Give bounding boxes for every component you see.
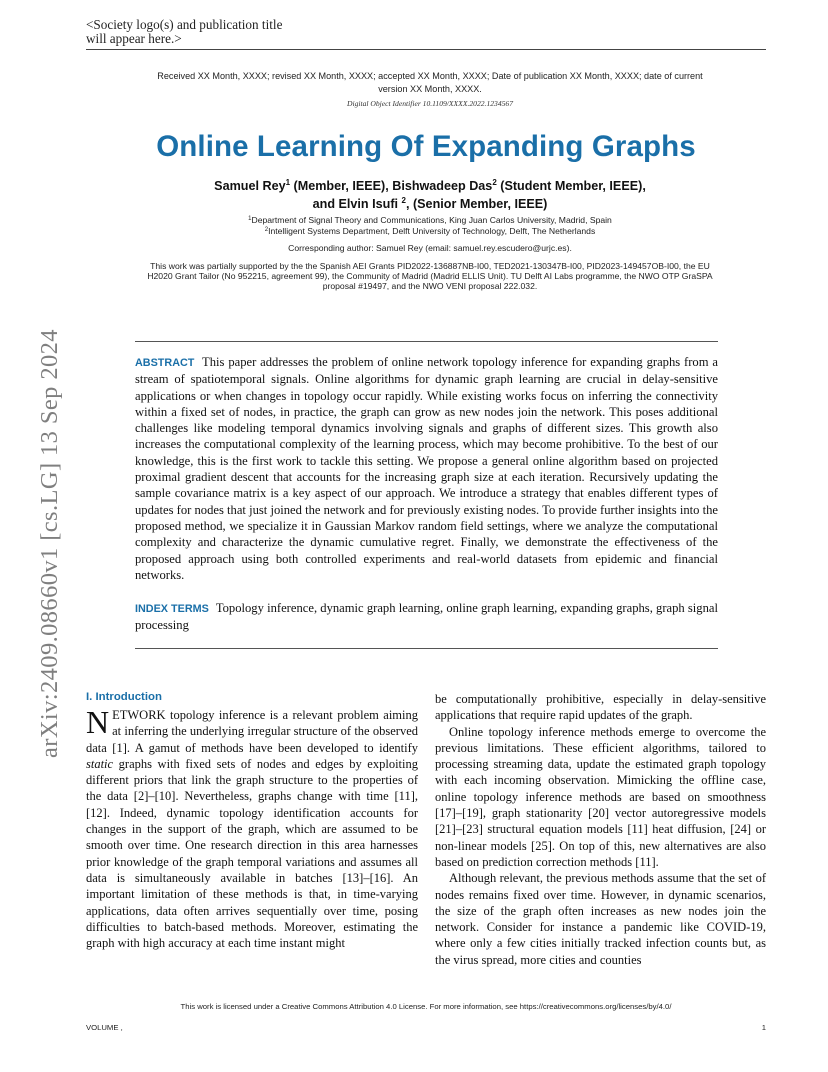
body-column-left xyxy=(86,704,418,951)
body-column-right xyxy=(435,691,766,968)
intro-paragraph xyxy=(86,704,418,951)
corresponding-author: Corresponding author: Samuel Rey (email: samuel.rey.escudero@urjc.es). xyxy=(288,243,572,253)
index-terms-text: Topology inference, dynamic graph learning, online graph learning, expanding graphs, graph signal processing xyxy=(135,601,718,633)
author-role: (Student Member, IEEE), xyxy=(496,179,646,193)
funding-note: This work was partially supported by the the Spanish AEI Grants PID2022-136887NB-I00, TED2021-130347B-I00, PID2023-149457OB-I00, the EU H2020 Grant Tailor (No 952215, agreement 99), the Community of Madrid (Madrid ELLIS Unit). TU Delft AI Labs programme, the NWO OTP GraSPA proposal #19497, and the NWO VENI proposal 222.032. xyxy=(147,261,713,292)
affiliation-number: 1 xyxy=(248,216,252,222)
license-note: This work is licensed under a Creative Commons Attribution 4.0 License. For more information, see https://creativecommons.org/licenses/by/4.0/ xyxy=(180,1002,672,1011)
drop-cap: N xyxy=(86,704,110,740)
author-affiliation-mark: 1 xyxy=(285,178,291,187)
author-affiliation-mark: 2 xyxy=(492,178,497,187)
section-heading: I. Introduction xyxy=(86,691,162,703)
index-terms-label: INDEX TERMS xyxy=(135,603,209,615)
author-name: Elvin Isufi xyxy=(338,196,402,211)
author-affiliation-mark: 2 xyxy=(401,195,406,205)
paragraph-text: ETWORK topology inference is a relevant problem aiming at inferring the underlying irregular structure of the observed data [1]. A gamut of methods have been developed to identify xyxy=(86,708,418,755)
author-role: (Member, IEEE), xyxy=(290,179,389,193)
author-name: Bishwadeep Das xyxy=(392,179,493,193)
index-terms xyxy=(135,600,718,634)
affiliations xyxy=(140,215,720,236)
society-logo-placeholder: <Society logo(s) and publication title will appear here.> xyxy=(86,17,283,46)
abstract-top-rule xyxy=(135,341,718,342)
paragraph: Online topology inference methods emerge to overcome the previous limitations. These efficient algorithms, tailored to processing streaming data, update the estimated graph topology with each incoming observation. Mimicking the offline case, online topology inference methods are based on smoothness [17]–[19], graph stationarity [20] vector autoregressive models [21]–[23] structural equation models [11] heat diffusion, [24] or non-linear models [25]. On top of this, new alternatives are also based on prediction correction methods [11]. xyxy=(435,724,766,869)
abstract-label: ABSTRACT xyxy=(135,357,195,369)
arxiv-side-stamp: arXiv:2409.08660v1 [cs.LG] 13 Sep 2024 xyxy=(36,329,63,758)
author-prefix: and xyxy=(312,196,339,211)
paragraph-text: graphs with fixed sets of nodes and edges by exploiting different priors that link the graph structure to the properties of the data [2]–[10]. Nevertheless, graphs change with time [11], [12]. Indeed, dynamic topology identification accounts for changes in the support of the graph, which are assumed to be smooth over time. One research direction in this area harnesses prior knowledge of the graph temporal variations and assumes all data is simultaneously available in batches [13]–[16]. An important limitation of these methods is that, in time-varying applications, data often arrives sequentially over time, posing difficulties to batch-based methods. Moreover, estimating the graph with high accuracy at each time instant might xyxy=(86,756,418,951)
abstract-text: This paper addresses the problem of online network topology inference for expanding graphs from a stream of spatiotemporal signals. Online algorithms for dynamic graph learning are crucial in delay-sensitive applications or when changes in topology occur rapidly. While existing works focus on inferring the connectivity within a fixed set of nodes, in practice, the graph can grow as new nodes join the network. This poses additional challenges like modeling temporal dynamics involving signals and graphs of different sizes. This growth also increases the computational complexity of the learning process, which may become prohibitive. To the best of our knowledge, this is the first work to tackle this setting. We propose a general online algorithm based on projected proximal gradient descent that accounts for the increasing graph size at each iteration. Recursively updating the sample covariance matrix is a key aspect of our approach. We introduce a strategy that enables different types of updates for nodes that just joined the network and for previously existing nodes. To provide further insights into the proposed method, we specialize it in Gaussian Markov random field settings, where we analyze the computational complexity and characterize the dynamic cumulative regret. Finally, we demonstrate the effectiveness of the proposed approach using both controlled experiments and real-world datasets from epidemic and financial networks. xyxy=(135,355,718,582)
header-rule xyxy=(86,49,766,50)
affiliation-number: 2 xyxy=(264,226,269,233)
page-number: 1 xyxy=(761,1023,766,1032)
received-dates: Received XX Month, XXXX; revised XX Month, XXXX; accepted XX Month, XXXX; Date of publication XX Month, XXXX; date of current version XX Month, XXXX. xyxy=(157,71,703,94)
affiliation-text: Intelligent Systems Department, Delft University of Technology, Delft, The Netherlands xyxy=(268,225,596,236)
abstract xyxy=(135,354,718,583)
paragraph: be computationally prohibitive, especially in delay-sensitive applications that require rapid updates of the graph. xyxy=(435,692,766,723)
affiliation-line xyxy=(140,226,720,237)
paragraph: Although relevant, the previous methods assume that the set of nodes remains fixed over time. However, in dynamic scenarios, the size of the graph often increases as new nodes join the network. Consider for instance a pandemic like COVID-19, where only a few cities initially tracked infection counts but, as the virus spread, more cities and counties xyxy=(435,871,766,967)
abstract-bottom-rule xyxy=(135,648,718,649)
emphasis-text: static xyxy=(86,756,114,771)
author-list xyxy=(140,178,720,213)
paper-title: Online Learning Of Expanding Graphs xyxy=(156,130,696,163)
volume-label: VOLUME , xyxy=(86,1023,123,1032)
doi-line: Digital Object Identifier 10.1109/XXXX.2022.1234567 xyxy=(346,99,514,108)
author-role: , (Senior Member, IEEE) xyxy=(405,196,548,211)
affiliation-line xyxy=(140,215,720,226)
affiliation-text: Department of Signal Theory and Communications, King Juan Carlos University, Madrid, Spain xyxy=(251,215,612,225)
author-name: Samuel Rey xyxy=(214,179,286,193)
